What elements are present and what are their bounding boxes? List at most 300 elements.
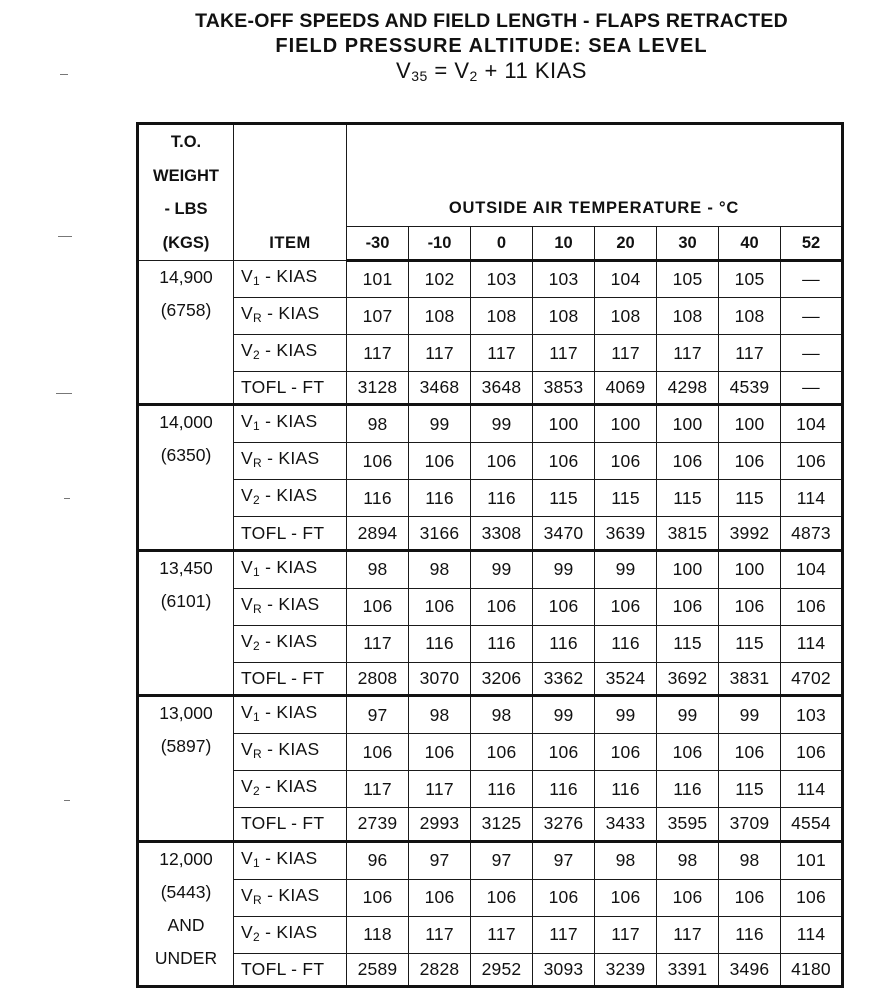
item-label: TOFL - FT (241, 377, 325, 398)
value-cell: 3070 (409, 662, 471, 695)
value-cell: 98 (595, 841, 657, 879)
value-cell: 101 (347, 261, 409, 298)
item-subscript: 1 (252, 419, 260, 434)
value-cell: 106 (657, 588, 719, 625)
weight-line: UNDER (154, 947, 218, 968)
value-cell: 3206 (471, 662, 533, 695)
temperature-header-cell: 52 (781, 227, 843, 261)
item-subscript: R (252, 747, 262, 762)
margin-mark (58, 236, 72, 237)
value-cell: 103 (781, 696, 843, 734)
page-subtitle: FIELD PRESSURE ALTITUDE: SEA LEVEL (275, 35, 708, 57)
page-header (0, 8, 877, 89)
value-cell: 98 (471, 696, 533, 734)
value-cell: 106 (347, 879, 409, 916)
value-cell: 115 (719, 480, 781, 517)
weight-line: AND (167, 914, 205, 935)
item-label: V (241, 411, 253, 432)
weight-cell (138, 696, 234, 841)
value-cell: 114 (781, 916, 843, 953)
formula-rest: + 11 KIAS (477, 58, 587, 83)
item-cell (234, 517, 347, 550)
table-row (138, 808, 843, 841)
item-subscript: 2 (252, 784, 260, 799)
value-cell: 116 (471, 480, 533, 517)
value-cell: 106 (719, 879, 781, 916)
weight-line: 12,000 (159, 848, 213, 869)
table-row (138, 953, 843, 986)
value-cell: 99 (719, 696, 781, 734)
weight-line: 14,000 (159, 412, 213, 433)
table-row (138, 625, 843, 662)
value-cell: 115 (533, 480, 595, 517)
item-suffix: - KIAS (259, 556, 318, 577)
value-cell: 3166 (409, 517, 471, 550)
value-cell: 117 (595, 916, 657, 953)
table-row (138, 335, 843, 372)
value-cell: 106 (409, 879, 471, 916)
value-cell: 103 (471, 261, 533, 298)
value-cell: — (781, 335, 843, 372)
value-cell: 106 (347, 734, 409, 771)
weight-line: (5897) (160, 736, 212, 757)
value-cell: 117 (409, 771, 471, 808)
value-cell: 117 (347, 625, 409, 662)
table-row (138, 841, 843, 879)
value-cell: 4180 (781, 953, 843, 986)
item-label: V (241, 776, 253, 797)
value-cell: 3639 (595, 517, 657, 550)
value-cell: 106 (347, 443, 409, 480)
outside-air-temperature-header: OUTSIDE AIR TEMPERATURE - °C (347, 124, 843, 227)
value-cell: 3992 (719, 517, 781, 550)
item-suffix: - KIAS (259, 776, 318, 797)
item-subscript: 2 (252, 493, 260, 508)
value-cell: 3391 (657, 953, 719, 986)
item-subscript: 2 (252, 638, 260, 653)
value-cell: 3239 (595, 953, 657, 986)
item-subscript: 2 (252, 929, 260, 944)
item-cell (234, 335, 347, 372)
value-cell: 104 (781, 405, 843, 443)
weight-line: 13,450 (159, 557, 213, 578)
item-label: V (241, 303, 253, 323)
value-cell: 3815 (657, 517, 719, 550)
item-subscript: R (252, 456, 262, 471)
value-cell: 100 (719, 405, 781, 443)
value-cell: 116 (347, 480, 409, 517)
margin-mark (64, 800, 70, 801)
value-cell: 106 (719, 443, 781, 480)
margin-mark (60, 74, 68, 75)
item-suffix: - KIAS (261, 739, 320, 760)
value-cell: 106 (595, 443, 657, 480)
item-label: V (241, 340, 253, 360)
item-cell (234, 953, 347, 986)
value-cell: 115 (595, 480, 657, 517)
value-cell: 2739 (347, 808, 409, 841)
value-cell: 116 (471, 771, 533, 808)
item-cell (234, 879, 347, 916)
item-label: V (241, 448, 253, 469)
item-subscript: R (252, 601, 262, 616)
value-cell: 106 (595, 734, 657, 771)
value-cell: 99 (533, 696, 595, 734)
value-cell: 98 (657, 841, 719, 879)
formula-v35-sub: 35 (411, 68, 428, 84)
item-cell (234, 298, 347, 335)
value-cell: 106 (471, 443, 533, 480)
item-cell (234, 916, 347, 953)
value-cell: 3468 (409, 372, 471, 405)
value-cell: 4702 (781, 662, 843, 695)
table-row (138, 879, 843, 916)
formula-v35: V (396, 58, 412, 83)
value-cell: 117 (409, 916, 471, 953)
weight-column-header (138, 124, 234, 261)
weight-line: 14,900 (159, 267, 213, 287)
table-row (138, 405, 843, 443)
value-cell: 100 (719, 550, 781, 588)
item-subscript: R (252, 311, 262, 325)
temperature-header-cell: 40 (719, 227, 781, 261)
item-suffix: - KIAS (259, 411, 318, 432)
value-cell: 100 (533, 405, 595, 443)
weight-line: (6101) (160, 590, 212, 611)
item-subscript: 1 (252, 274, 260, 288)
value-cell: 106 (533, 588, 595, 625)
weight-header-line: WEIGHT (153, 166, 219, 185)
item-cell (234, 841, 347, 879)
weight-line: (5443) (160, 881, 212, 902)
item-suffix: - KIAS (261, 448, 320, 469)
table-row (138, 517, 843, 550)
value-cell: 3595 (657, 808, 719, 841)
table-body (138, 261, 843, 987)
value-cell: 117 (719, 335, 781, 372)
item-subscript: 1 (252, 710, 260, 725)
item-cell (234, 625, 347, 662)
value-cell: 106 (347, 588, 409, 625)
item-label: V (241, 266, 253, 286)
item-suffix: - KIAS (261, 303, 320, 323)
value-cell: 98 (347, 550, 409, 588)
table-row (138, 734, 843, 771)
temperature-header-cell: 30 (657, 227, 719, 261)
value-cell: 3831 (719, 662, 781, 695)
value-cell: — (781, 298, 843, 335)
value-cell: 116 (657, 771, 719, 808)
value-cell: 106 (781, 734, 843, 771)
value-cell: 3433 (595, 808, 657, 841)
value-cell: 99 (533, 550, 595, 588)
item-label: V (241, 739, 253, 760)
weight-line: 13,000 (159, 703, 213, 724)
value-cell: 104 (781, 550, 843, 588)
item-suffix: - KIAS (259, 847, 318, 868)
value-cell: 117 (409, 335, 471, 372)
table-row (138, 550, 843, 588)
value-cell: 107 (347, 298, 409, 335)
item-suffix: - KIAS (259, 921, 318, 942)
value-cell: — (781, 372, 843, 405)
value-cell: 114 (781, 771, 843, 808)
table-row (138, 771, 843, 808)
value-cell: 103 (533, 261, 595, 298)
temperature-header-cell: -30 (347, 227, 409, 261)
value-cell: 3524 (595, 662, 657, 695)
value-cell: 117 (347, 335, 409, 372)
value-cell: 117 (471, 916, 533, 953)
weight-header-line: T.O. (170, 133, 202, 151)
value-cell: 115 (719, 771, 781, 808)
item-cell (234, 480, 347, 517)
value-cell: 99 (409, 405, 471, 443)
table-row (138, 298, 843, 335)
value-cell: 2993 (409, 808, 471, 841)
value-cell: 108 (719, 298, 781, 335)
value-cell: 97 (533, 841, 595, 879)
value-cell: 106 (595, 879, 657, 916)
weight-cell (138, 261, 234, 405)
value-cell: 99 (657, 696, 719, 734)
takeoff-speeds-table (136, 122, 844, 988)
value-cell: 115 (657, 480, 719, 517)
item-cell (234, 588, 347, 625)
value-cell: 117 (595, 335, 657, 372)
item-suffix: - KIAS (259, 702, 318, 723)
value-cell: 3093 (533, 953, 595, 986)
value-cell: 117 (657, 335, 719, 372)
value-cell: 106 (719, 734, 781, 771)
value-cell: 108 (471, 298, 533, 335)
value-cell: 99 (471, 550, 533, 588)
item-cell (234, 696, 347, 734)
value-cell: 98 (347, 405, 409, 443)
value-cell: 108 (657, 298, 719, 335)
value-cell: 99 (595, 550, 657, 588)
item-suffix: - KIAS (261, 593, 320, 614)
item-cell (234, 808, 347, 841)
item-label: V (241, 921, 253, 942)
item-cell (234, 771, 347, 808)
value-cell: 116 (595, 625, 657, 662)
value-cell: 4539 (719, 372, 781, 405)
item-suffix: - KIAS (259, 340, 318, 360)
value-cell: 3128 (347, 372, 409, 405)
weight-cell (138, 405, 234, 550)
item-label: V (241, 630, 253, 651)
value-cell: 116 (409, 625, 471, 662)
speed-formula (0, 58, 877, 89)
value-cell: 106 (595, 588, 657, 625)
value-cell: 4069 (595, 372, 657, 405)
item-subscript: 2 (252, 348, 260, 362)
value-cell: — (781, 261, 843, 298)
item-cell (234, 372, 347, 405)
item-suffix: - KIAS (259, 485, 318, 506)
value-cell: 106 (409, 588, 471, 625)
value-cell: 104 (595, 261, 657, 298)
value-cell: 2952 (471, 953, 533, 986)
page-title: TAKE-OFF SPEEDS AND FIELD LENGTH - FLAPS RETRACTED (195, 10, 788, 32)
value-cell: 106 (471, 734, 533, 771)
value-cell: 98 (409, 550, 471, 588)
temperature-header-cell: 20 (595, 227, 657, 261)
value-cell: 2828 (409, 953, 471, 986)
table-row (138, 662, 843, 695)
formula-v2-sub: 2 (469, 68, 478, 84)
value-cell: 3125 (471, 808, 533, 841)
value-cell: 100 (595, 405, 657, 443)
value-cell: 3362 (533, 662, 595, 695)
item-cell (234, 734, 347, 771)
value-cell: 96 (347, 841, 409, 879)
value-cell: 3692 (657, 662, 719, 695)
value-cell: 105 (657, 261, 719, 298)
weight-header-line: - LBS (164, 200, 208, 218)
value-cell: 99 (595, 696, 657, 734)
value-cell: 116 (409, 480, 471, 517)
item-cell (234, 405, 347, 443)
item-subscript: R (252, 892, 262, 907)
value-cell: 102 (409, 261, 471, 298)
value-cell: 106 (533, 879, 595, 916)
value-cell: 116 (533, 771, 595, 808)
table-row (138, 261, 843, 298)
value-cell: 100 (657, 550, 719, 588)
value-cell: 106 (533, 443, 595, 480)
value-cell: 106 (409, 734, 471, 771)
item-label: V (241, 485, 253, 506)
value-cell: 3709 (719, 808, 781, 841)
value-cell: 106 (409, 443, 471, 480)
table-row (138, 588, 843, 625)
value-cell: 3308 (471, 517, 533, 550)
value-cell: 106 (657, 734, 719, 771)
item-cell (234, 662, 347, 695)
item-label: V (241, 702, 253, 723)
value-cell: 117 (533, 335, 595, 372)
value-cell: 2589 (347, 953, 409, 986)
value-cell: 106 (471, 588, 533, 625)
item-label: TOFL - FT (241, 813, 325, 834)
weight-line: (6758) (160, 300, 212, 320)
value-cell: 116 (595, 771, 657, 808)
value-cell: 115 (719, 625, 781, 662)
value-cell: 116 (533, 625, 595, 662)
weight-cell (138, 841, 234, 986)
value-cell: 116 (719, 916, 781, 953)
value-cell: 106 (781, 879, 843, 916)
table-row (138, 916, 843, 953)
value-cell: 115 (657, 625, 719, 662)
value-cell: 108 (533, 298, 595, 335)
item-label: V (241, 884, 253, 905)
value-cell: 106 (657, 879, 719, 916)
item-suffix: - KIAS (259, 630, 318, 651)
value-cell: 3853 (533, 372, 595, 405)
item-header-label: ITEM (269, 234, 311, 252)
value-cell: 108 (409, 298, 471, 335)
table-row (138, 372, 843, 405)
value-cell: 106 (533, 734, 595, 771)
value-cell: 106 (719, 588, 781, 625)
value-cell: 106 (781, 588, 843, 625)
item-column-header (234, 124, 347, 261)
table-row (138, 696, 843, 734)
value-cell: 3276 (533, 808, 595, 841)
value-cell: 4298 (657, 372, 719, 405)
header-row-top (138, 124, 843, 227)
value-cell: 4873 (781, 517, 843, 550)
item-label: V (241, 593, 253, 614)
item-label: V (241, 556, 253, 577)
value-cell: 118 (347, 916, 409, 953)
item-label: TOFL - FT (241, 667, 325, 688)
value-cell: 100 (657, 405, 719, 443)
item-cell (234, 443, 347, 480)
value-cell: 117 (657, 916, 719, 953)
item-label: TOFL - FT (241, 958, 325, 979)
item-subscript: 1 (252, 564, 260, 579)
value-cell: 97 (409, 841, 471, 879)
value-cell: 117 (347, 771, 409, 808)
value-cell: 3496 (719, 953, 781, 986)
value-cell: 106 (657, 443, 719, 480)
temperature-header-cell: -10 (409, 227, 471, 261)
value-cell: 99 (471, 405, 533, 443)
value-cell: 105 (719, 261, 781, 298)
margin-mark (56, 393, 72, 394)
item-label: TOFL - FT (241, 522, 325, 543)
value-cell: 106 (781, 443, 843, 480)
item-suffix: - KIAS (261, 884, 320, 905)
value-cell: 116 (471, 625, 533, 662)
value-cell: 98 (409, 696, 471, 734)
weight-header-line: (KGS) (162, 233, 210, 252)
item-label: V (241, 847, 253, 868)
value-cell: 114 (781, 480, 843, 517)
temperature-header-cell: 10 (533, 227, 595, 261)
value-cell: 4554 (781, 808, 843, 841)
value-cell: 98 (719, 841, 781, 879)
formula-eq: = V (427, 58, 470, 83)
value-cell: 108 (595, 298, 657, 335)
weight-cell (138, 550, 234, 695)
value-cell: 3648 (471, 372, 533, 405)
temperature-header-cell: 0 (471, 227, 533, 261)
item-suffix: - KIAS (259, 266, 318, 286)
value-cell: 2808 (347, 662, 409, 695)
item-subscript: 1 (252, 855, 260, 870)
table-row (138, 480, 843, 517)
value-cell: 117 (533, 916, 595, 953)
value-cell: 97 (471, 841, 533, 879)
value-cell: 106 (471, 879, 533, 916)
margin-mark (64, 498, 70, 499)
value-cell: 117 (471, 335, 533, 372)
item-cell (234, 550, 347, 588)
value-cell: 101 (781, 841, 843, 879)
value-cell: 97 (347, 696, 409, 734)
value-cell: 114 (781, 625, 843, 662)
item-cell (234, 261, 347, 298)
weight-line: (6350) (160, 445, 212, 466)
table-row (138, 443, 843, 480)
value-cell: 3470 (533, 517, 595, 550)
value-cell: 2894 (347, 517, 409, 550)
